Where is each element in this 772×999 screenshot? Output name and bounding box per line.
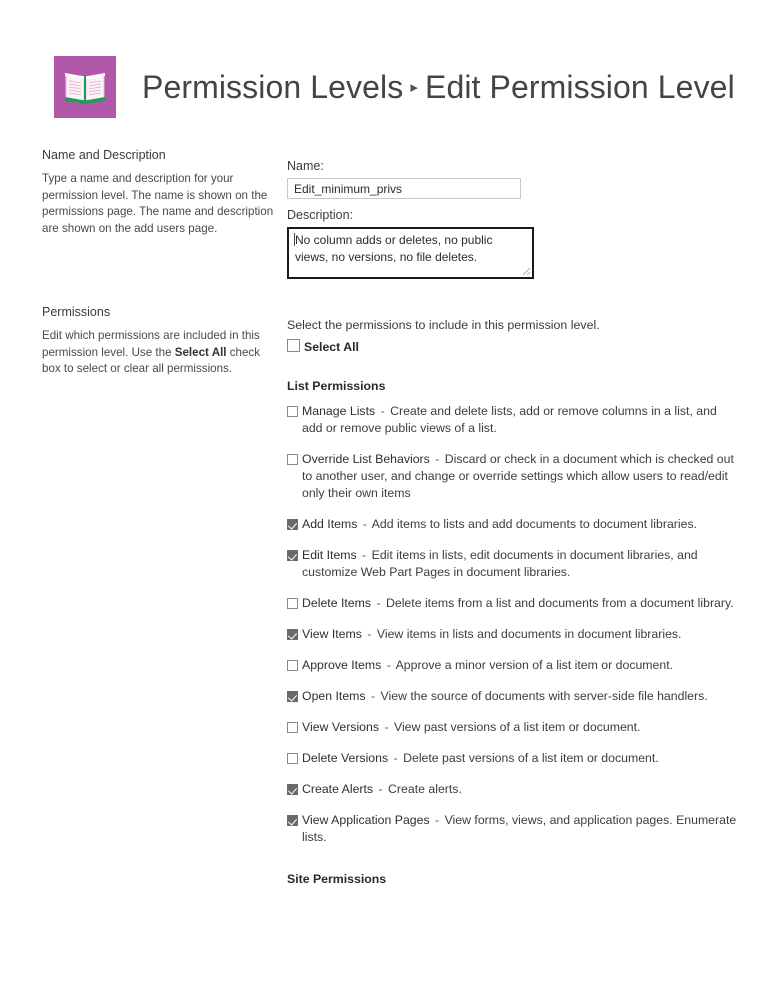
- breadcrumb: [142, 71, 735, 103]
- permission-text: [302, 657, 737, 674]
- description-input-wrapper: [287, 227, 534, 279]
- breadcrumb-parent-link[interactable]: Permission Levels: [142, 69, 404, 105]
- permission-checkbox[interactable]: [287, 550, 298, 561]
- name-description-sidebar: [42, 148, 274, 237]
- description-textarea[interactable]: [287, 227, 534, 279]
- permission-row[interactable]: [287, 516, 737, 533]
- name-description-fields: [287, 159, 737, 279]
- permission-dash: -: [367, 627, 372, 641]
- permission-text: [302, 547, 737, 581]
- permission-description: Create alerts.: [388, 782, 462, 796]
- permissions-help-text: [42, 328, 274, 378]
- permission-row[interactable]: [287, 750, 737, 767]
- permission-text: [302, 403, 737, 437]
- permission-dash: -: [386, 658, 391, 672]
- permission-text: [302, 626, 737, 643]
- permission-checkbox[interactable]: [287, 660, 298, 671]
- permission-checkbox[interactable]: [287, 406, 298, 417]
- text-caret: [294, 233, 295, 246]
- permission-text: [302, 750, 737, 767]
- permission-row[interactable]: [287, 719, 737, 736]
- description-field-label: Description:: [287, 208, 353, 222]
- permission-dash: -: [435, 813, 440, 827]
- permission-description: Discard or check in a document which is checked out to another user, and change or override settings which allow users to read/edit only their own items: [302, 452, 734, 500]
- permission-checkbox[interactable]: [287, 722, 298, 733]
- permission-name: View Items: [302, 627, 362, 641]
- permissions-heading: Permissions: [42, 305, 111, 319]
- permission-text: [302, 781, 737, 798]
- permission-row[interactable]: [287, 812, 737, 846]
- permission-name: Override List Behaviors: [302, 452, 430, 466]
- select-all-checkbox[interactable]: [287, 339, 300, 352]
- permissions-help-text-bold: Select All: [174, 345, 227, 359]
- permission-dash: -: [393, 751, 398, 765]
- permission-name: Manage Lists: [302, 404, 376, 418]
- permission-name: Create Alerts: [302, 782, 374, 796]
- permission-dash: -: [435, 452, 440, 466]
- permission-checkbox[interactable]: [287, 784, 298, 795]
- permissions-help-text-after: check box to select or clear all permissions.: [42, 345, 261, 375]
- permission-name: Approve Items: [302, 658, 382, 672]
- permission-description: Approve a minor version of a list item or document.: [395, 658, 674, 672]
- permission-row[interactable]: [287, 781, 737, 798]
- name-description-help-text: Type a name and description for your permission level. The name is shown on the permissions page. The name and description are shown on the add users page.: [42, 172, 274, 235]
- permission-dash: -: [362, 517, 367, 531]
- permission-description: Add items to lists and add documents to document libraries.: [371, 517, 698, 531]
- permission-name: Delete Versions: [302, 751, 389, 765]
- permission-description: Create and delete lists, add or remove columns in a list, and add or remove public views of a list.: [302, 404, 717, 435]
- permission-row[interactable]: [287, 451, 737, 502]
- select-all-row[interactable]: [287, 339, 737, 352]
- permission-description: Delete items from a list and documents from a document library.: [385, 596, 734, 610]
- permission-dash: -: [378, 782, 383, 796]
- open-book-icon: [54, 56, 116, 118]
- permission-name: View Versions: [302, 720, 380, 734]
- permission-row[interactable]: [287, 688, 737, 705]
- permission-name: View Application Pages: [302, 813, 430, 827]
- permission-dash: -: [384, 720, 389, 734]
- permission-description: View past versions of a list item or document.: [393, 720, 641, 734]
- permission-checkbox[interactable]: [287, 454, 298, 465]
- permission-description: View forms, views, and application pages. Enumerate lists.: [302, 813, 737, 844]
- permission-dash: -: [376, 596, 381, 610]
- permission-description: View the source of documents with server-side file handlers.: [380, 689, 708, 703]
- permission-text: [302, 516, 737, 533]
- permission-dash: -: [370, 689, 376, 703]
- permission-row[interactable]: [287, 595, 737, 612]
- permission-text: [302, 451, 737, 502]
- page-header: [54, 56, 735, 118]
- permission-row[interactable]: [287, 403, 737, 437]
- permission-name: Edit Items: [302, 548, 357, 562]
- permission-text: [302, 812, 737, 846]
- permission-row[interactable]: [287, 657, 737, 674]
- list-permissions-heading: List Permissions: [287, 379, 386, 393]
- permission-text: [302, 719, 737, 736]
- permission-name: Open Items: [302, 689, 366, 703]
- permission-checkbox[interactable]: [287, 691, 298, 702]
- name-field-label: Name:: [287, 159, 324, 173]
- permission-checkbox[interactable]: [287, 598, 298, 609]
- permission-text: [302, 688, 737, 705]
- permission-dash: -: [380, 404, 385, 418]
- permission-description: Delete past versions of a list item or document.: [403, 751, 659, 765]
- permission-description: Edit items in lists, edit documents in document libraries, and customize Web Part Pages in document libraries.: [302, 548, 698, 579]
- permissions-help-text-before: Edit which permissions are included in this permission level. Use the: [42, 329, 260, 359]
- permission-name: Add Items: [302, 517, 358, 531]
- permission-checkbox[interactable]: [287, 753, 298, 764]
- permission-checkbox[interactable]: [287, 519, 298, 530]
- permission-text: [302, 595, 737, 612]
- permission-row[interactable]: [287, 626, 737, 643]
- permission-description: View items in lists and documents in document libraries.: [376, 627, 682, 641]
- permissions-panel: [287, 318, 737, 896]
- permission-name: Delete Items: [302, 596, 372, 610]
- breadcrumb-current: Edit Permission Level: [425, 69, 735, 105]
- name-description-heading: Name and Description: [42, 148, 166, 162]
- site-permissions-heading: Site Permissions: [287, 872, 387, 886]
- list-permissions-items: [287, 403, 737, 846]
- permission-dash: -: [362, 548, 367, 562]
- permission-checkbox[interactable]: [287, 815, 298, 826]
- breadcrumb-separator-icon: ▸: [410, 79, 418, 96]
- permissions-intro-text: Select the permissions to include in this permission level.: [287, 318, 600, 332]
- name-input[interactable]: [287, 178, 521, 199]
- permission-row[interactable]: [287, 547, 737, 581]
- permissions-sidebar: [42, 305, 274, 378]
- permission-checkbox[interactable]: [287, 629, 298, 640]
- select-all-label: Select All: [304, 339, 359, 354]
